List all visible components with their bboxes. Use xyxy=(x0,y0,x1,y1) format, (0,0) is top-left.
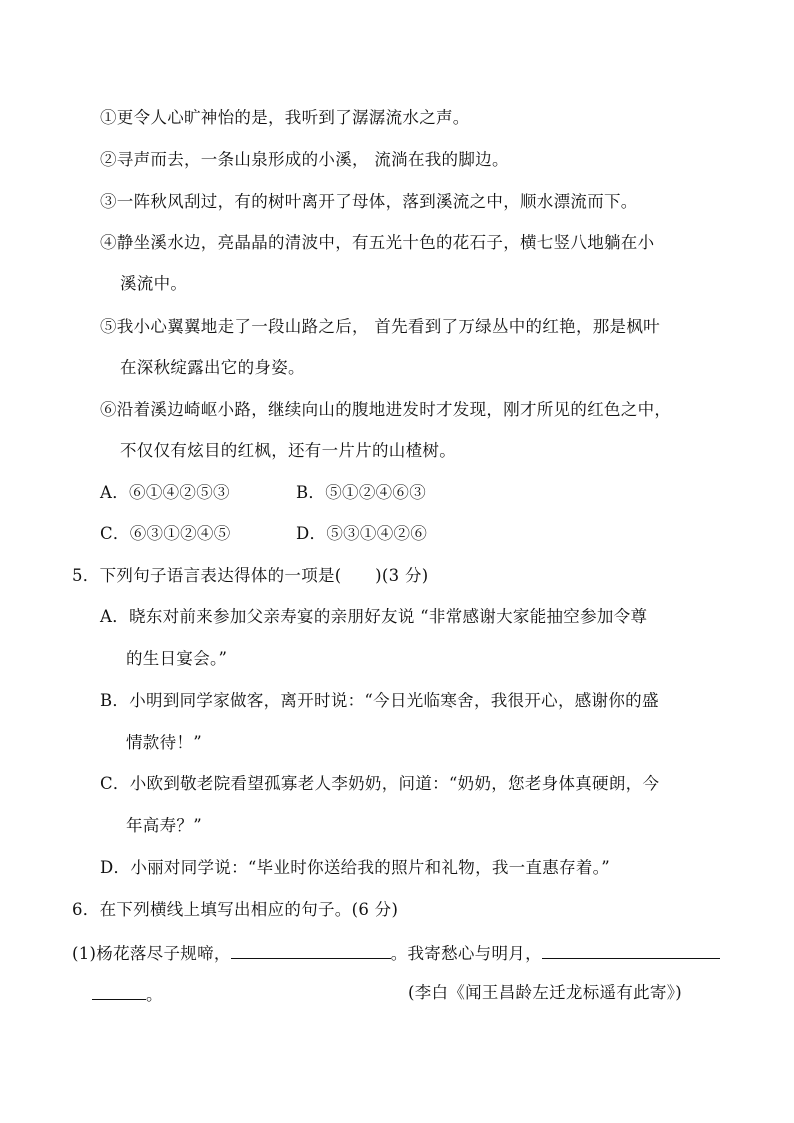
q4-item-4-line2: 溪流中。 xyxy=(120,274,188,293)
q4-item-1: ①更令人心旷神怡的是，我听到了潺潺流水之声。 xyxy=(100,108,470,127)
q4-item-3: ③一阵秋风刮过，有的树叶离开了母体，落到溪流之中，顺水漂流而下。 xyxy=(100,192,638,211)
q6-part1 xyxy=(72,940,720,966)
q6-answer-blank-2[interactable] xyxy=(542,940,720,959)
q5-option-b-line1: B．小明到同学家做客，离开时说：“今日光临寒舍，我很开心，感谢你的盛 xyxy=(100,691,659,710)
q4-item-2: ②寻声而去，一条山泉形成的小溪， 流淌在我的脚边。 xyxy=(100,150,509,169)
q4-option-d: D．⑤③①④②⑥ xyxy=(296,524,428,543)
q4-option-b: B．⑤①②④⑥③ xyxy=(296,483,427,502)
q4-item-6-line1: ⑥沿着溪边崎岖小路，继续向山的腹地进发时才发现，刚才所见的红色之中， xyxy=(100,400,672,419)
q5-option-b-line2: 情款待！” xyxy=(126,733,202,752)
q6-source: (李白《闻王昌龄左迁龙标遥有此寄》) xyxy=(408,983,683,1002)
q6-part2 xyxy=(92,981,163,1007)
q6-part2-end: 。 xyxy=(146,985,163,1004)
q6-part1-prefix: (1)杨花落尽子规啼， xyxy=(72,944,231,963)
q4-item-5-line2: 在深秋绽露出它的身姿。 xyxy=(120,358,305,377)
q4-item-4-line1: ④静坐溪水边，亮晶晶的清波中，有五光十色的花石子，横七竖八地躺在小 xyxy=(100,233,655,252)
q5-stem: 5．下列句子语言表达得体的一项是( )(3 分) xyxy=(72,566,429,585)
q6-answer-blank-1[interactable] xyxy=(231,940,391,959)
q4-option-a: A．⑥①④②⑤③ xyxy=(100,483,230,502)
q4-item-6-line2: 不仅仅有炫目的红枫，还有一片片的山楂树。 xyxy=(120,441,456,460)
q6-part1-mid: 。我寄愁心与明月， xyxy=(390,944,542,963)
q4-item-5-line1: ⑤我小心翼翼地走了一段山路之后， 首先看到了万绿丛中的红艳，那是枫叶 xyxy=(100,317,660,336)
q5-option-c-line2: 年高寿？” xyxy=(126,816,202,835)
q5-option-a-line2: 的生日宴会。” xyxy=(126,649,228,668)
q5-option-d: D．小丽对同学说：“毕业时你送给我的照片和礼物，我一直惠存着。” xyxy=(100,858,610,877)
q6-stem: 6．在下列横线上填写出相应的句子。(6 分) xyxy=(72,900,399,919)
q5-option-a-line1: A．晓东对前来参加父亲寿宴的亲朋好友说 “非常感谢大家能抽空参加令尊 xyxy=(100,607,648,626)
q4-option-c: C．⑥③①②④⑤ xyxy=(100,524,231,543)
q6-answer-blank-2-cont[interactable] xyxy=(92,981,146,1000)
q5-option-c-line1: C．小欧到敬老院看望孤寡老人李奶奶，问道：“奶奶，您老身体真硬朗，今 xyxy=(100,774,660,793)
